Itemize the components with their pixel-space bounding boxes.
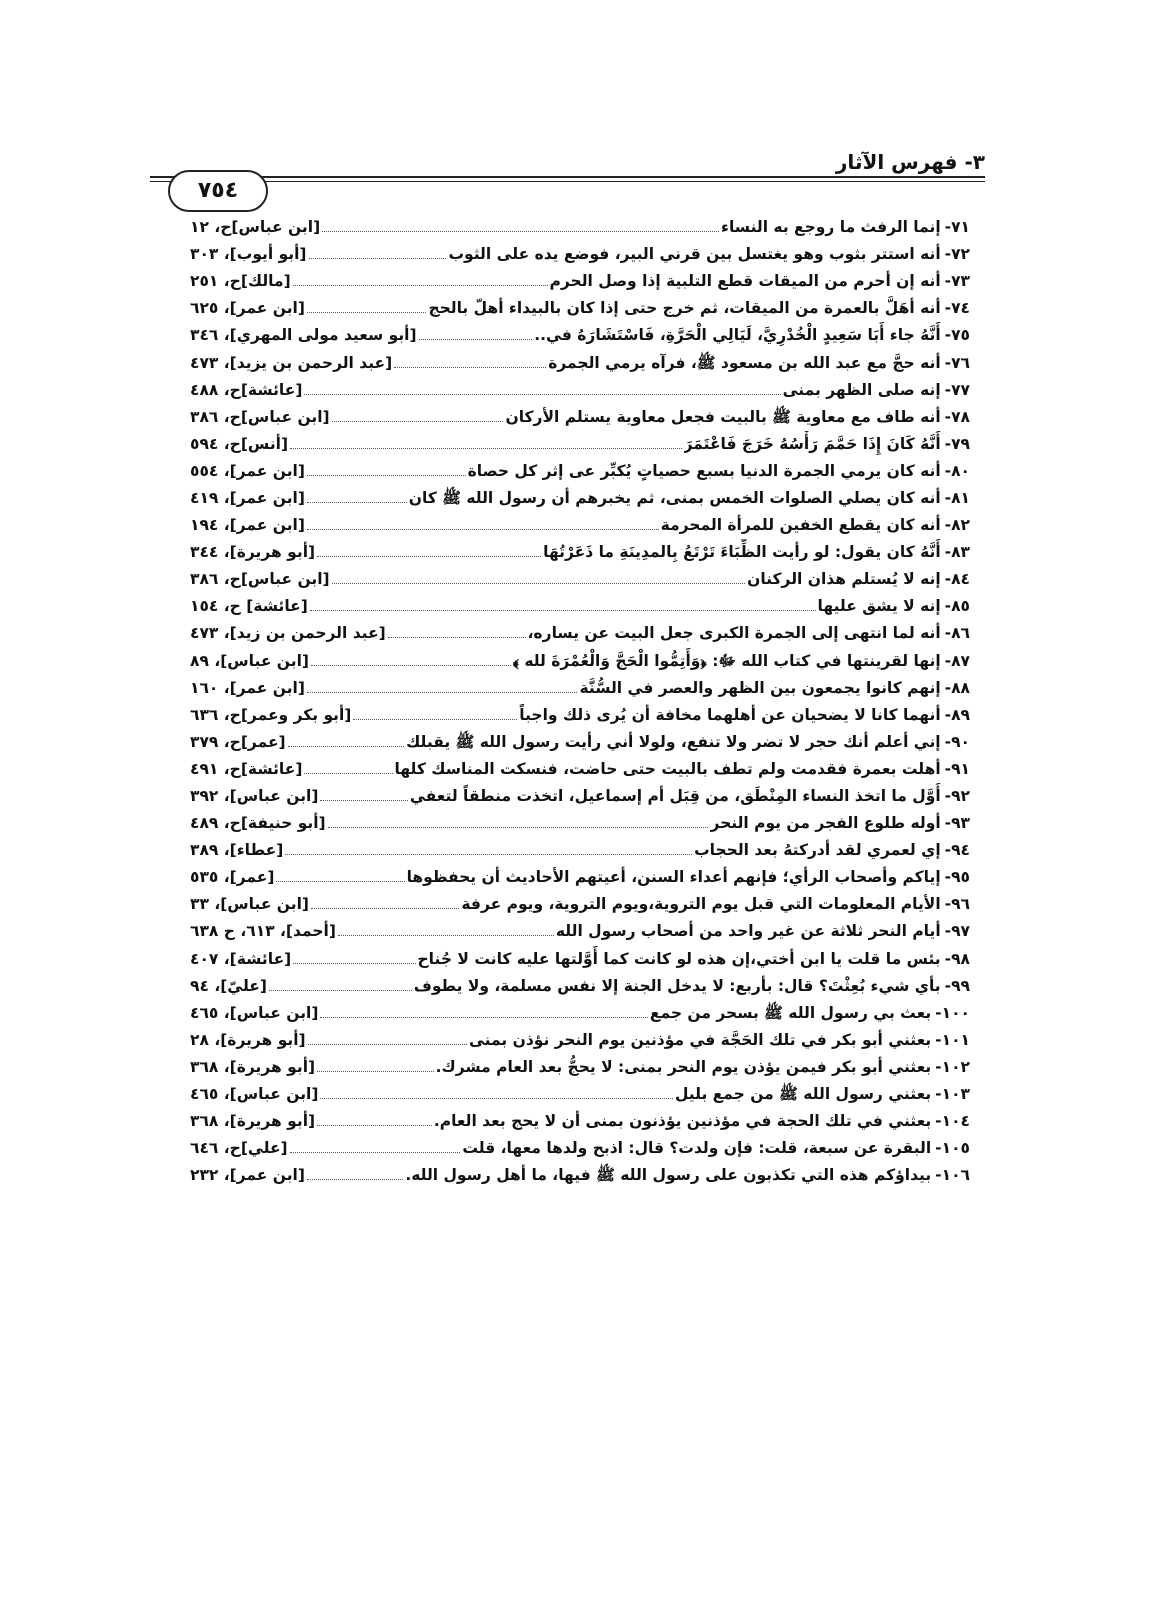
entry-number: ٨٦- [944, 624, 970, 643]
entry-text: إنه لا يُستلم هذان الركنان [747, 570, 941, 589]
index-entry [190, 268, 970, 295]
entry-reference: [ابن عمر]، ١٩٤ [190, 516, 305, 535]
dot-leader [307, 312, 426, 313]
entry-number: ٧٢- [944, 245, 970, 264]
entry-number: ٧٧- [944, 380, 970, 399]
entry-reference: [أبو هريرة]، ٢٨ [190, 1030, 306, 1049]
entry-text: الأيام المعلومات التي قبل يوم التروية،ويوم التروية، ويوم عرفة [461, 895, 941, 914]
entry-text: بعثني في تلك الحجة في مؤذنين يؤذنون بمنى أن لا يحج بعد العام. [433, 1112, 932, 1131]
dot-leader [293, 963, 415, 964]
entry-text: أنه حجَّ مع عبد الله بن مسعود ﷺ، فرآه يرمي الجمرة [548, 353, 941, 372]
index-entry [190, 1054, 970, 1081]
entry-reference: [ابن عباس]ح، ٣٨٦ [190, 570, 330, 589]
entry-reference: [أبو هريرة]، ٣٦٨ [190, 1112, 316, 1131]
entry-text: أَوَّل ما اتخذ النساء المِنْطَق، من قِبَل أم إسماعيل، اتخذت منطقاً لتعفي [409, 787, 941, 806]
entry-reference: [علي]ح، ٦٤٦ [190, 1139, 288, 1158]
entry-text: البقرة عن سبعة، قلت: فإن ولدت؟ قال: اذبح ولدها معها، قلت [462, 1139, 932, 1158]
index-entry [190, 295, 970, 322]
dot-leader [419, 339, 533, 340]
entry-text: أنه كان يصلي الصلوات الخمس بمنى، ثم يخبرهم أن رسول الله ﷺ كان [408, 488, 941, 507]
page-number: ٧٥٤ [168, 170, 268, 212]
index-entry [190, 1108, 970, 1135]
index-entry [190, 891, 970, 918]
index-entry [190, 918, 970, 945]
dot-leader [307, 1179, 403, 1180]
entry-text: بعث بي رسول الله ﷺ بسحر من جمع [649, 1003, 932, 1022]
entry-text: إنه صلى الظهر بمنى [782, 380, 941, 399]
entry-reference: [ابن عباس]، ٨٩ [190, 651, 309, 670]
entry-number: ٩٢- [944, 787, 970, 806]
entry-reference: [ابن عباس]، ٤٦٥ [190, 1085, 319, 1104]
entry-number: ٨٧- [944, 651, 970, 670]
dot-leader [304, 773, 392, 774]
index-entry [190, 729, 970, 756]
dot-leader [288, 746, 404, 747]
index-entry [190, 404, 970, 431]
entry-text: أنه إن أحرم من الميقات قطع التلبية إذا وصل الحرم [549, 272, 941, 291]
dot-leader [311, 665, 511, 666]
dot-leader [290, 448, 682, 449]
entry-reference: [ابن عباس]، ٣٣ [190, 895, 309, 914]
index-entry [190, 1162, 970, 1189]
dot-leader [307, 692, 578, 693]
entry-number: ٩٤- [944, 841, 970, 860]
entry-number: ٩٠- [944, 732, 970, 751]
entry-text: أنهما كانا لا يضحيان عن أهلهما مخافة أن يُرى ذلك واجباً [519, 705, 941, 724]
index-entry [190, 349, 970, 376]
entry-text: إنه لا يشق عليها [817, 597, 941, 616]
index-entry [190, 675, 970, 702]
entry-reference: [ابن عباس]، ٣٩٢ [190, 787, 319, 806]
entry-number: ١٠٥- [935, 1139, 970, 1158]
entry-number: ٩٦- [944, 895, 970, 914]
entry-number: ١٠٦- [935, 1166, 970, 1185]
entry-number: ١٠١- [935, 1030, 970, 1049]
index-entry [190, 377, 970, 404]
index-entry [190, 702, 970, 729]
entry-text: أنه لما انتهى إلى الجمرة الكبرى جعل البيت عن يساره، [527, 624, 941, 643]
dot-leader [308, 1044, 467, 1045]
dot-leader [276, 881, 404, 882]
entry-number: ٨١- [944, 488, 970, 507]
index-entry [190, 431, 970, 458]
entry-reference: [أبو حنيفة]ح، ٤٨٩ [190, 814, 326, 833]
index-entry [190, 214, 970, 241]
entry-reference: [أبو هريرة]، ٣٦٨ [190, 1057, 316, 1076]
dot-leader [309, 258, 447, 259]
dot-leader [320, 800, 407, 801]
index-entry [190, 458, 970, 485]
athar-index-list [190, 214, 970, 1189]
dot-leader [332, 421, 504, 422]
index-entry [190, 620, 970, 647]
entry-number: ٩٧- [944, 922, 970, 941]
entry-reference: [ابن عمر]، ١٦٠ [190, 678, 305, 697]
index-entry [190, 837, 970, 864]
index-entry [190, 1027, 970, 1054]
entry-text: بيداؤكم هذه التي تكذبون على رسول الله ﷺ فيها، ما أهل رسول الله. [405, 1166, 932, 1185]
entry-reference: [أبو هريرة]، ٣٤٤ [190, 543, 316, 562]
entry-number: ٨٨- [944, 678, 970, 697]
entry-number: ٧٤- [944, 299, 970, 318]
entry-text: بأي شيء بُعِثْتَ؟ قال: بأربع: لا يدخل الجنة إلا نفس مسلمة، ولا يطوف [413, 976, 941, 995]
entry-reference: [عائشة] ح، ١٥٤ [190, 597, 308, 616]
index-entry [190, 756, 970, 783]
entry-text: أنه طاف مع معاوية ﷺ بالبيت فجعل معاوية يستلم الأركان [505, 407, 941, 426]
entry-reference: [ابن عمر]، ٤١٩ [190, 488, 305, 507]
entry-number: ١٠٤- [935, 1112, 970, 1131]
entry-number: ١٠٢- [935, 1057, 970, 1076]
entry-number: ٩١- [944, 759, 970, 778]
dot-leader [269, 990, 412, 991]
entry-reference: [عبد الرحمن بن يزيد]، ٤٧٣ [190, 353, 393, 372]
index-entry [190, 485, 970, 512]
dot-leader [304, 394, 780, 395]
dot-leader [311, 908, 459, 909]
entry-text: أَنَّهُ كان يقول: لو رأيت الظِّبَاءَ تَرْتَعُ بِالمدِينَةِ ما ذَعَرْتُهَا [543, 543, 941, 562]
index-entry [190, 512, 970, 539]
entry-reference: [ابن عمر]، ٦٢٥ [190, 299, 305, 318]
entry-reference: [أنس]ح، ٥٩٤ [190, 434, 289, 453]
entry-number: ٧٥- [944, 326, 970, 345]
entry-text: أَنَّهُ جاء أَبَا سَعِيدٍ الْخُدْرِيَّ، لَيَالِي الْحَرَّةِ، فَاسْتَشَارَهُ في.. [534, 326, 941, 345]
entry-number: ١٠٠- [935, 1003, 970, 1022]
entry-reference: [ابن عمر]، ٥٥٤ [190, 461, 305, 480]
entry-text: إي لعمري لقد أدركتهُ بعد الحجاب [694, 841, 941, 860]
index-entry [190, 322, 970, 349]
entry-text: أنه أهَلَّ بالعمرة من الميقات، ثم خرج حتى إذا كان بالبيداء أهلّ بالحج [428, 299, 941, 318]
entry-reference: [ابن عباس]، ٤٦٥ [190, 1003, 319, 1022]
dot-leader [317, 1125, 432, 1126]
entry-reference: [أحمد]، ٦١٣، ح ٦٣٨ [190, 922, 336, 941]
page-header [150, 150, 985, 203]
index-entry [190, 810, 970, 837]
dot-leader [293, 285, 548, 286]
entry-reference: [ابن عمر]، ٢٣٢ [190, 1166, 305, 1185]
dot-leader [317, 1071, 434, 1072]
entry-reference: [عبد الرحمن بن زيد]، ٤٧٣ [190, 624, 386, 643]
dot-leader [285, 854, 692, 855]
entry-number: ٨٣- [944, 543, 970, 562]
entry-number: ٧٨- [944, 407, 970, 426]
dot-leader [338, 935, 554, 936]
dot-leader [307, 475, 466, 476]
entry-reference: [أبو أيوب]، ٣٠٣ [190, 245, 307, 264]
entry-text: بعثني أبو بكر في تلك الحَجَّة في مؤذنين يوم النحر نؤذن بمنى [468, 1030, 932, 1049]
entry-number: ٩٥- [944, 868, 970, 887]
entry-text: أوله طلوع الفجر من يوم النحر [710, 814, 941, 833]
entry-number: ٨٥- [944, 597, 970, 616]
entry-reference: [أبو سعيد مولى المهري]، ٣٤٦ [190, 326, 417, 345]
dot-leader [320, 1098, 673, 1099]
index-entry [190, 864, 970, 891]
entry-number: ١٠٣- [935, 1085, 970, 1104]
entry-text: إنها لقرينتها في كتاب الله ﷻ: ﴿وَأَتِمُّوا الْحَجَّ وَالْعُمْرَةَ لله ﴾ [512, 651, 941, 670]
entry-text: أنه كان يرمي الجمرة الدنيا بسبع حصياتٍ يُكبِّر عى إثر كل حصاة [467, 461, 941, 480]
entry-text: إياكم وأصحاب الرأي؛ فإنهم أعداء السنن، أعيتهم الأحاديث أن يحفظوها [406, 868, 941, 887]
dot-leader [290, 1152, 461, 1153]
entry-number: ٨٢- [944, 516, 970, 535]
dot-leader [332, 583, 746, 584]
entry-text: أيام النحر ثلاثة عن غير واحد من أصحاب رسول الله [555, 922, 941, 941]
dot-leader [353, 719, 517, 720]
index-entry [190, 1081, 970, 1108]
index-entry [190, 1135, 970, 1162]
index-entry [190, 1000, 970, 1027]
dot-leader [310, 610, 816, 611]
entry-number: ٨٩- [944, 705, 970, 724]
entry-reference: [ابن عباس]ح، ٣٨٦ [190, 407, 330, 426]
entry-reference: [عمر]ح، ٣٧٩ [190, 732, 286, 751]
entry-text: إني أعلم أنك حجر لا تضر ولا تنفع، ولولا أني رأيت رسول الله ﷺ يقبلك [406, 732, 941, 751]
header-rule [150, 176, 985, 178]
entry-reference: [عائشة]ح، ٤٩١ [190, 759, 303, 778]
entry-reference: [عمر]، ٥٣٥ [190, 868, 275, 887]
entry-text: إنما الرفث ما روجع به النساء [721, 218, 941, 237]
entry-number: ٧٣- [944, 272, 970, 291]
dot-leader [388, 637, 526, 638]
entry-reference: [أبو بكر وعمر]ح، ٦٣٦ [190, 705, 352, 724]
dot-leader [307, 529, 659, 530]
dot-leader [322, 231, 719, 232]
entry-number: ٨٤- [944, 570, 970, 589]
section-title: ٣- فهرس الآثار [830, 150, 985, 174]
index-entry [190, 648, 970, 675]
index-entry [190, 973, 970, 1000]
entry-text: بعثني أبو بكر فيمن يؤذن يوم النحر بمنى: لا يحجُّ بعد العام مشرك. [435, 1057, 932, 1076]
entry-number: ٧٩- [944, 434, 970, 453]
entry-text: أَنَّهُ كَانَ إِذَا حَمَّمَ رَأْسُهُ خَرَجَ فَاعْتَمَرَ [683, 434, 941, 453]
entry-reference: [عليّ]، ٩٤ [190, 976, 267, 995]
index-entry [190, 946, 970, 973]
entry-text: بعثني رسول الله ﷺ من جمع بليل [674, 1085, 932, 1104]
dot-leader [328, 827, 709, 828]
dot-leader [317, 556, 541, 557]
dot-leader [320, 1017, 647, 1018]
entry-text: بئس ما قلت يا ابن أختي،إن هذه لو كانت كما أَوَّلتها عليه كانت لا جُناح [417, 949, 941, 968]
entry-number: ٨٠- [944, 461, 970, 480]
index-entry [190, 241, 970, 268]
index-entry [190, 566, 970, 593]
entry-reference: [عائشة]، ٤٠٧ [190, 949, 292, 968]
index-entry [190, 783, 970, 810]
dot-leader [394, 367, 546, 368]
index-entry [190, 593, 970, 620]
index-entry [190, 539, 970, 566]
header-rule-thin [150, 181, 985, 182]
entry-text: أنه كان يقطع الخفين للمرأة المحرمة [660, 516, 941, 535]
dot-leader [307, 502, 407, 503]
entry-text: أهلت بعمرة فقدمت ولم تطف بالبيت حتى حاضت، فنسكت المناسك كلها [394, 759, 941, 778]
entry-number: ٩٩- [944, 976, 970, 995]
entry-reference: [ابن عباس]ح، ١٢ [190, 218, 321, 237]
entry-number: ٩٣- [944, 814, 970, 833]
entry-text: أنه استتر بثوب وهو يغتسل بين قرني البير، فوضع يده على الثوب [448, 245, 941, 264]
entry-reference: [عائشة]ح، ٤٨٨ [190, 380, 303, 399]
entry-reference: [مالك]ح، ٢٥١ [190, 272, 291, 291]
entry-number: ٧٦- [944, 353, 970, 372]
entry-number: ٩٨- [944, 949, 970, 968]
entry-text: إنهم كانوا يجمعون بين الظهر والعصر في السُّنَّة [579, 678, 941, 697]
entry-number: ٧١- [944, 218, 970, 237]
entry-reference: [عطاء]، ٣٨٩ [190, 841, 284, 860]
